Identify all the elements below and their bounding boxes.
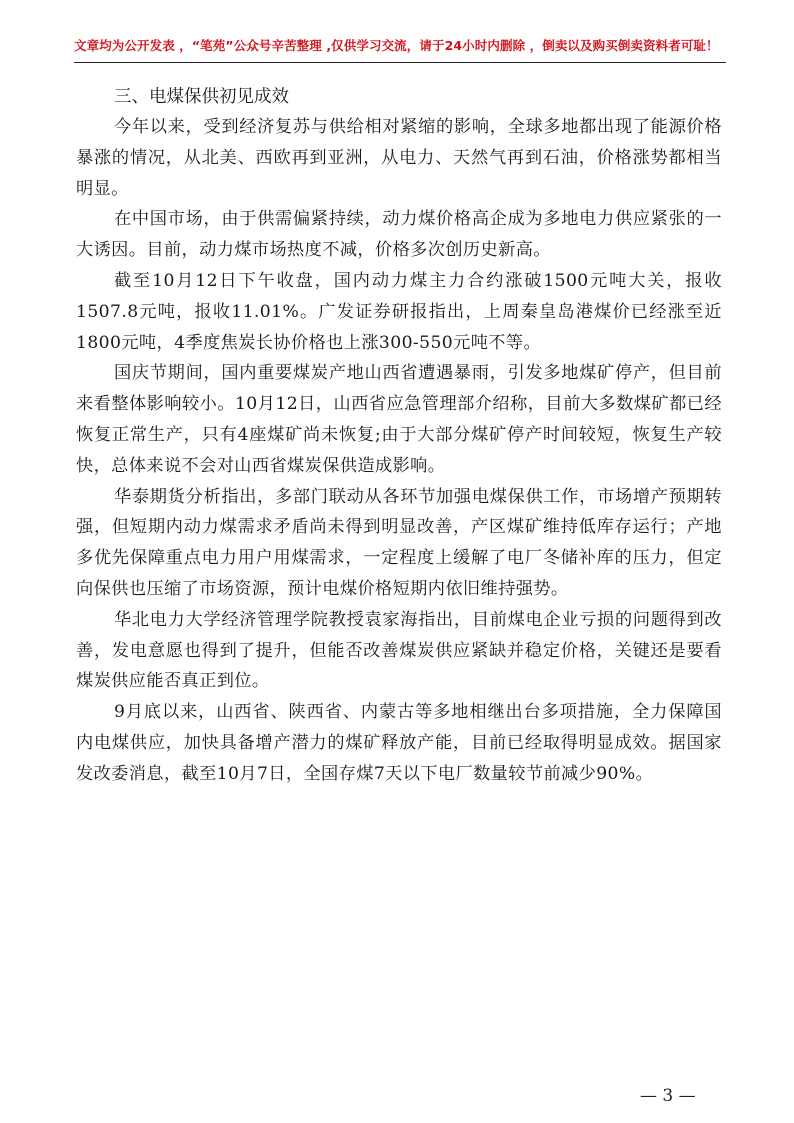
document-body xyxy=(76,82,722,790)
page-number: — 3 — xyxy=(640,1086,696,1106)
paragraph: 华北电力大学经济管理学院教授袁家海指出，目前煤电企业亏损的问题得到改善，发电意愿也得到了提升，但能否改善煤炭供应紧缺并稳定价格，关键还是要看煤炭供应能否真正到位。 xyxy=(76,609,722,692)
paragraph: 9月底以来，山西省、陕西省、内蒙古等多地相继出台多项措施，全力保障国内电煤供应，加快具备增产潜力的煤矿释放产能，目前已经取得明显成效。据国家发改委消息，截至10月7日，全国存煤7天以下电厂数量较节前减少90%。 xyxy=(76,702,722,784)
header-divider xyxy=(74,62,726,63)
paragraph: 华泰期货分析指出，多部门联动从各环节加强电煤保供工作，市场增产预期转强，但短期内动力煤需求矛盾尚未得到明显改善，产区煤矿维持低库存运行；产地多优先保障重点电力用户用煤需求，一定程度上缓解了电厂冬储补库的压力，但定向保供也压缩了市场资源，预计电煤价格短期内依旧维持强势。 xyxy=(76,486,722,599)
paragraph: 截至10月12日下午收盘，国内动力煤主力合约涨破1500元吨大关，报收1507.8元吨，报收11.01%。广发证券研报指出，上周秦皇岛港煤价已经涨至近1800元吨，4季度焦炭长协价格也上涨300-550元吨不等。 xyxy=(76,270,722,353)
paragraph: 今年以来，受到经济复苏与供给相对紧缩的影响，全球多地都出现了能源价格暴涨的情况，从北美、西欧再到亚洲，从电力、天然气再到石油，价格涨势都相当明显。 xyxy=(76,117,722,199)
paragraph: 在中国市场，由于供需偏紧持续，动力煤价格高企成为多地电力供应紧张的一大诱因。目前，动力煤市场热度不减，价格多次创历史新高。 xyxy=(76,209,722,261)
header-notice: 文章均为公开发表 ，“笔苑”公众号辛苦整理 ,仅供学习交流，请于24小时内删除 ，倒卖以及购买倒卖资料者可耻！ xyxy=(74,38,719,53)
section-title: 三、电煤保供初见成效 xyxy=(114,87,289,107)
paragraph: 国庆节期间，国内重要煤炭产地山西省遭遇暴雨，引发多地煤矿停产，但目前来看整体影响较小。10月12日，山西省应急管理部介绍称，目前大多数煤矿都已经恢复正常生产，只有4座煤矿尚未恢复;由于大部分煤矿停产时间较短，恢复生产较快，总体来说不会对山西省煤炭保供造成影响。 xyxy=(76,363,722,476)
